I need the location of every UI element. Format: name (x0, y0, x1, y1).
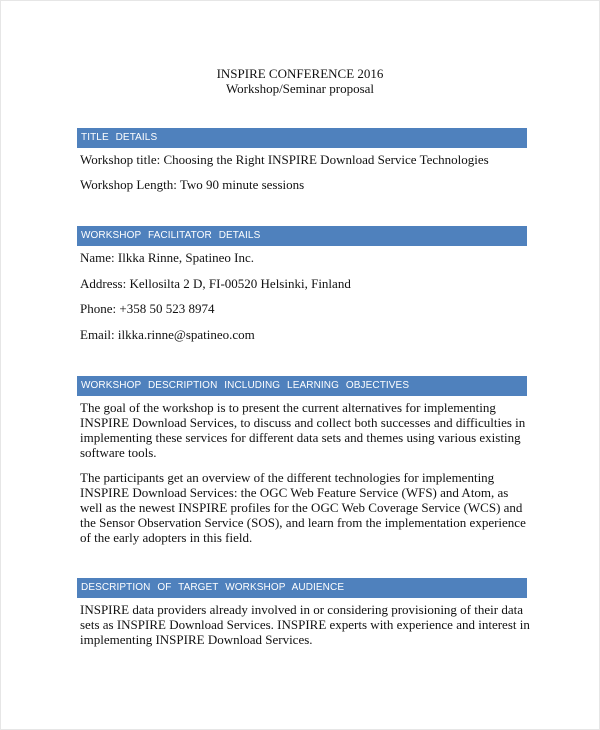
section-heading-workshop-description: WORKSHOP DESCRIPTION INCLUDING LEARNING OBJECTIVES (77, 376, 527, 396)
document-subtitle: Workshop/Seminar proposal (225, 81, 375, 96)
description-paragraph-2: The participants get an overview of the different technologies for implementing INSPIRE Download Services: the OGC Web Feature Service (WFS) and Atom, as well as the newest INSPIRE profiles for the OGC Web Coverage Service (WCS) and the Sensor Observation Service (SOS), and learn from the implementation experience of the early adopters in this field. (80, 470, 526, 545)
audience-paragraph: INSPIRE data providers already involved in or considering provisioning of their data sets as INSPIRE Download Services. INSPIRE experts with experience and interest in implementing INSPIRE Download Services. (80, 602, 530, 647)
facilitator-email: Email: ilkka.rinne@spatineo.com (80, 327, 255, 342)
section-heading-title-details: TITLE DETAILS (77, 128, 527, 148)
facilitator-phone: Phone: +358 50 523 8974 (80, 301, 215, 316)
facilitator-name: Name: Ilkka Rinne, Spatineo Inc. (80, 250, 255, 265)
section-heading-facilitator-details: WORKSHOP FACILITATOR DETAILS (77, 226, 527, 246)
facilitator-address: Address: Kellosilta 2 D, FI-00520 Helsinki, Finland (80, 276, 351, 291)
document-header (0, 66, 600, 96)
section-heading-target-audience: DESCRIPTION OF TARGET WORKSHOP AUDIENCE (77, 578, 527, 598)
description-paragraph-1: The goal of the workshop is to present the current alternatives for implementing INSPIRE Download Services, to discuss and collect both successes and difficulties in implementing these services for different data sets and themes using various existing software tools. (80, 400, 526, 460)
workshop-title: Workshop title: Choosing the Right INSPIRE Download Service Technologies (80, 152, 489, 167)
workshop-length: Workshop Length: Two 90 minute sessions (80, 177, 305, 192)
conference-title: INSPIRE CONFERENCE 2016 (216, 66, 384, 81)
